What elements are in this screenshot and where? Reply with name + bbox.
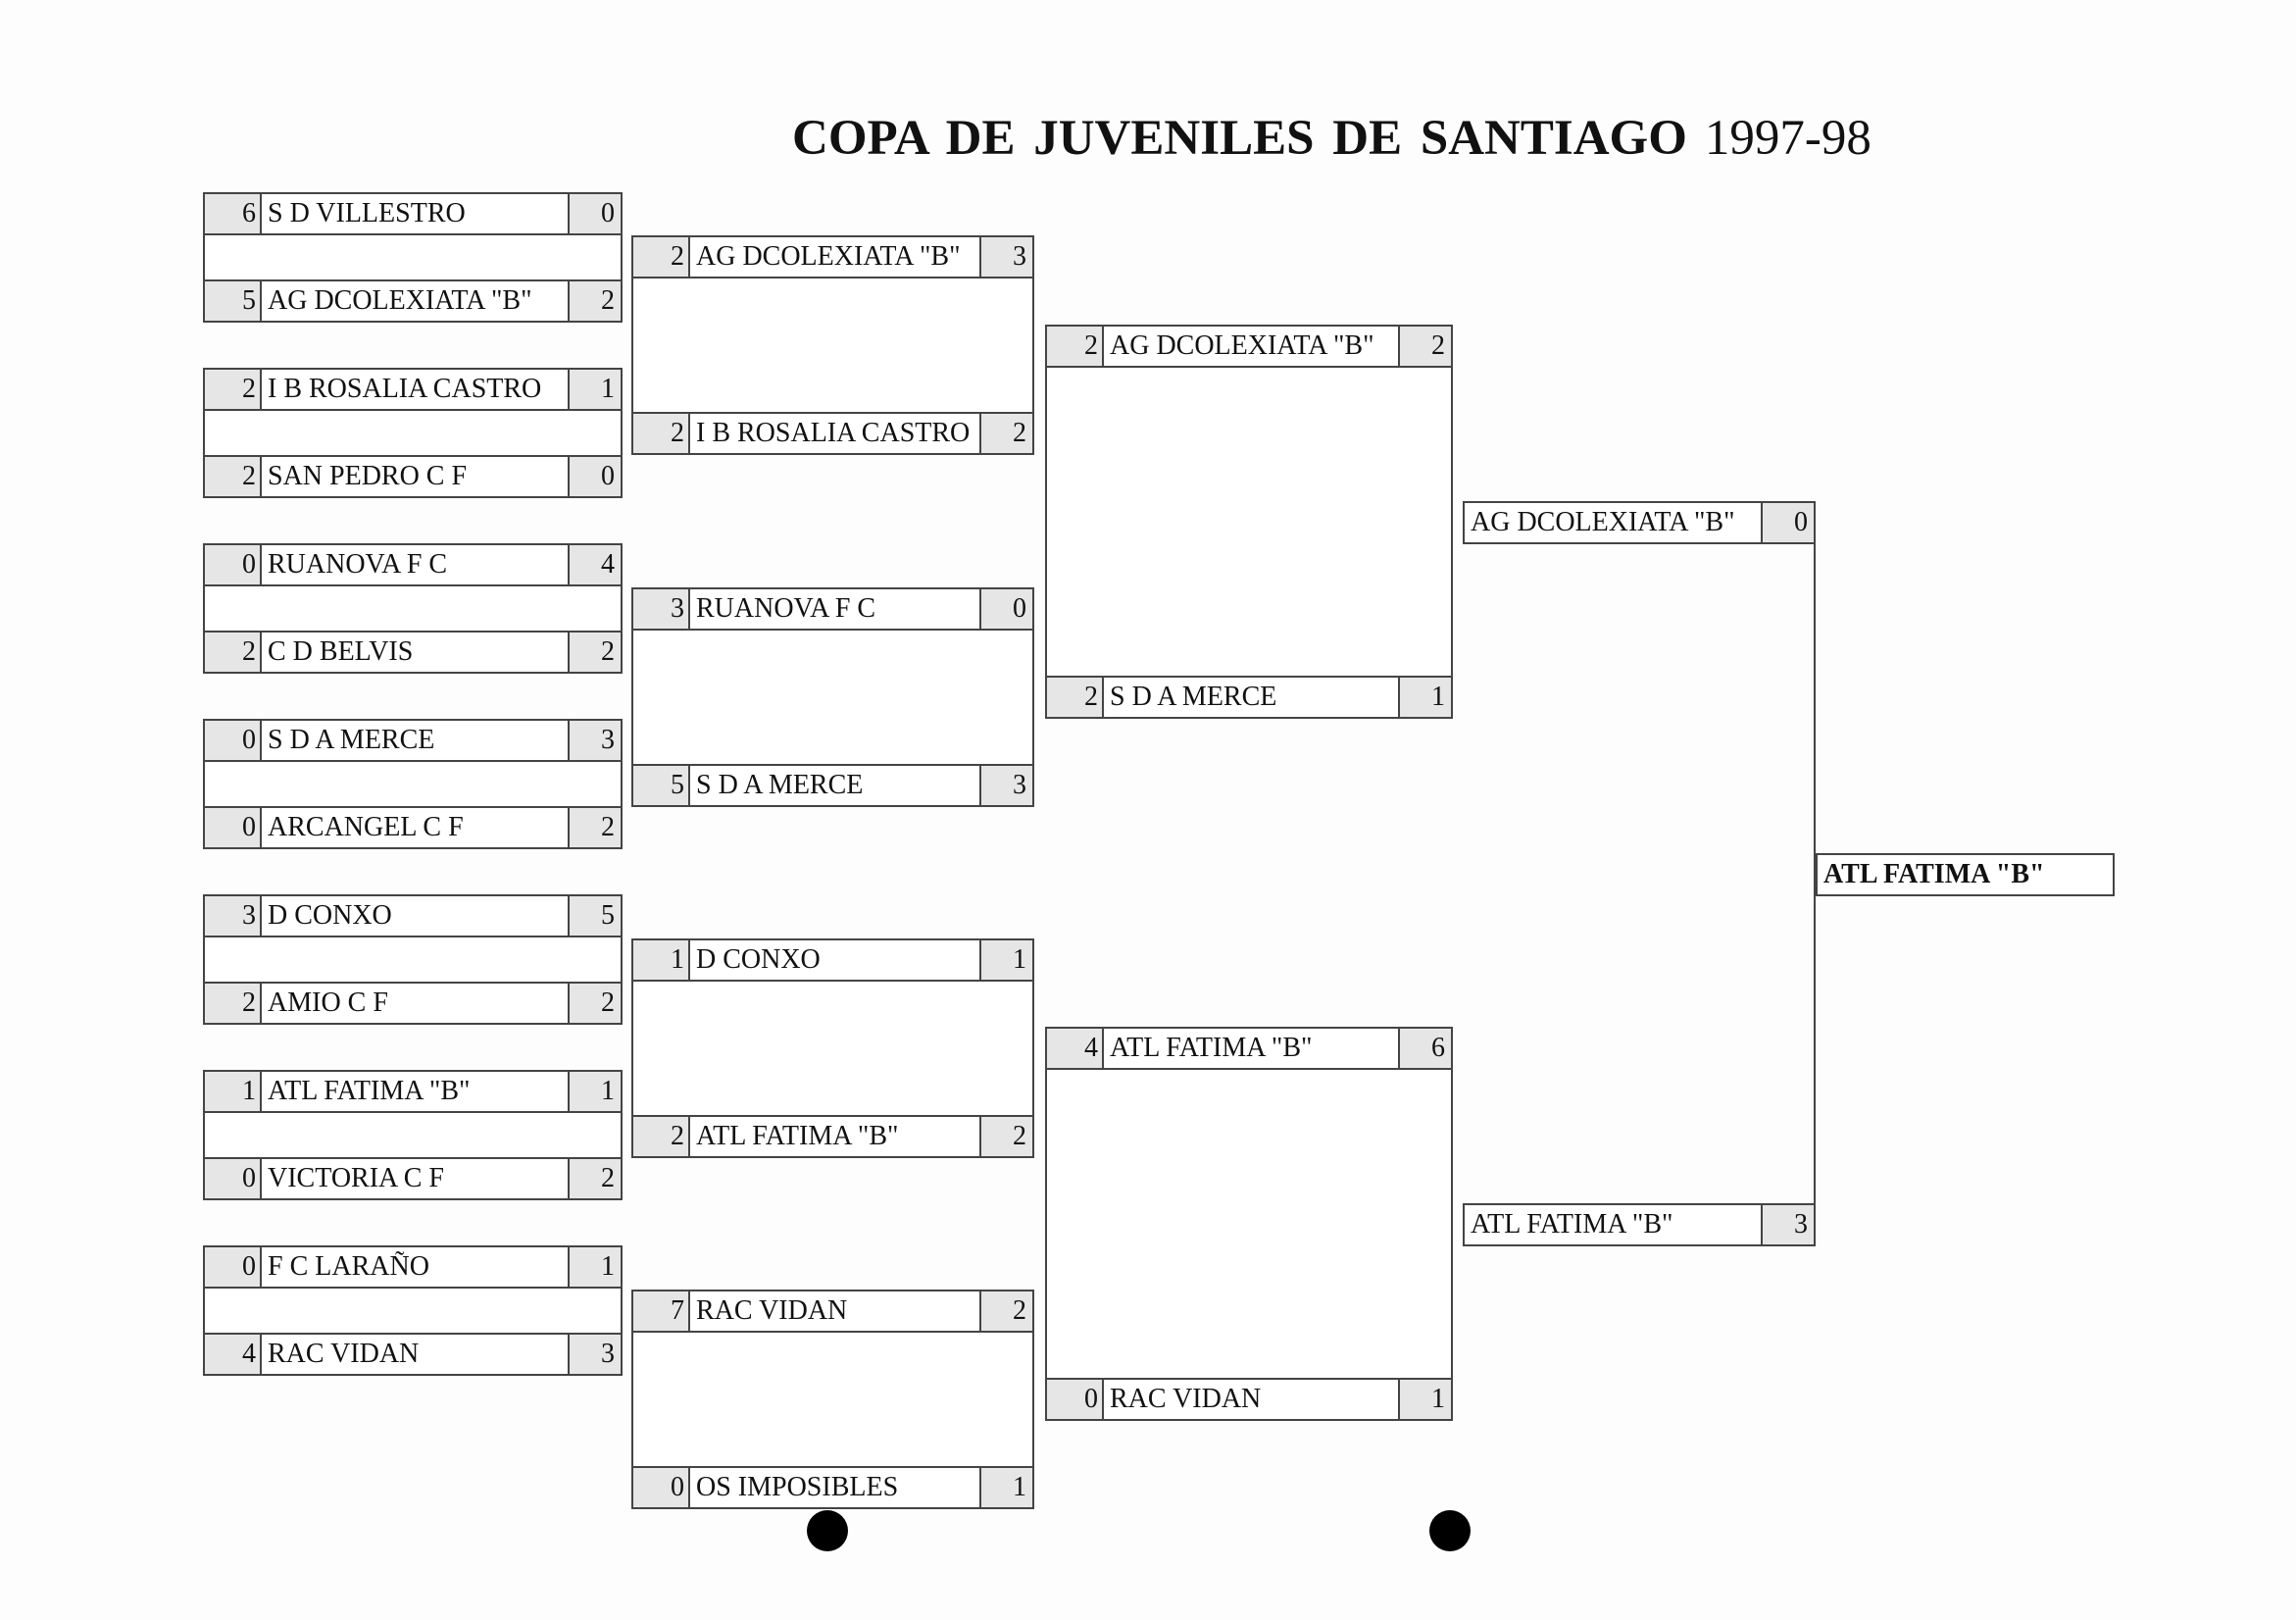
match-gap (203, 937, 623, 982)
goals-second-leg: 1 (1398, 678, 1451, 717)
team-row (203, 279, 623, 323)
team-name: C D BELVIS (268, 636, 414, 667)
team-name: ATL FATIMA "B" (696, 1121, 899, 1151)
goals: 0 (1761, 503, 1814, 542)
match-gap (203, 1289, 623, 1333)
team-row (1045, 676, 1453, 719)
goals-second-leg: 2 (568, 808, 621, 847)
goals-second-leg: 1 (568, 1072, 621, 1111)
goals-second-leg: 1 (1398, 1380, 1451, 1419)
goals-second-leg: 3 (979, 766, 1032, 805)
goals-first-leg: 7 (633, 1291, 690, 1331)
goals-first-leg: 2 (1047, 327, 1104, 366)
goals-first-leg: 0 (205, 721, 262, 760)
team-row (203, 1070, 623, 1113)
team-name: ARCANGEL C F (268, 812, 464, 842)
match-gap (203, 235, 623, 279)
team-row (1045, 1027, 1453, 1070)
team-name: RUANOVA F C (696, 593, 876, 624)
goals-first-leg: 2 (205, 984, 262, 1023)
goals-first-leg: 0 (205, 1247, 262, 1287)
team-name: S D A MERCE (1110, 682, 1277, 712)
match-gap (631, 278, 1034, 412)
team-name: D CONXO (268, 900, 392, 931)
team-row (203, 894, 623, 937)
team-row (631, 235, 1034, 278)
title-season: 1997-98 (1704, 111, 1872, 166)
match-gap (1045, 368, 1453, 676)
goals-first-leg: 2 (633, 414, 690, 453)
team-name: F C LARAÑO (268, 1251, 429, 1282)
team-row (203, 982, 623, 1025)
match-gap (203, 762, 623, 806)
goals-second-leg: 2 (979, 1117, 1032, 1156)
goals-first-leg: 4 (1047, 1029, 1104, 1068)
goals-second-leg: 0 (568, 194, 621, 233)
team-row (203, 1157, 623, 1200)
team-name: ATL FATIMA "B" (1471, 1209, 1673, 1240)
team-name: RAC VIDAN (268, 1339, 420, 1369)
team-name: RAC VIDAN (696, 1295, 848, 1326)
team-name: AG DCOLEXIATA "B" (1110, 330, 1374, 361)
goals-second-leg: 2 (1398, 327, 1451, 366)
goals-second-leg: 5 (568, 896, 621, 936)
page-title (792, 110, 1872, 167)
punch-hole (807, 1510, 848, 1551)
goals-second-leg: 4 (568, 545, 621, 584)
match-gap (1045, 1070, 1453, 1378)
match-gap (203, 586, 623, 631)
team-row (631, 938, 1034, 982)
match-gap (203, 411, 623, 455)
team-row (631, 1290, 1034, 1333)
team-name: AMIO C F (268, 987, 388, 1018)
punch-hole (1429, 1510, 1471, 1551)
champion-box (1816, 853, 2115, 896)
goals-second-leg: 2 (979, 414, 1032, 453)
goals-second-leg: 2 (568, 1159, 621, 1198)
goals-first-leg: 2 (205, 457, 262, 496)
goals-first-leg: 0 (633, 1468, 690, 1507)
team-name: AG DCOLEXIATA "B" (1471, 507, 1735, 537)
goals-first-leg: 2 (1047, 678, 1104, 717)
goals-first-leg: 5 (633, 766, 690, 805)
goals-first-leg: 0 (205, 1159, 262, 1198)
goals-first-leg: 0 (1047, 1380, 1104, 1419)
team-row (1463, 1203, 1816, 1246)
team-name: SAN PEDRO C F (268, 461, 468, 491)
team-name: AG DCOLEXIATA "B" (268, 285, 532, 316)
team-row (631, 587, 1034, 631)
goals-first-leg: 4 (205, 1335, 262, 1374)
goals-first-leg: 2 (205, 370, 262, 409)
goals-second-leg: 2 (568, 281, 621, 321)
team-row (203, 455, 623, 498)
goals: 3 (1761, 1205, 1814, 1244)
team-row (203, 1245, 623, 1289)
goals-first-leg: 0 (205, 808, 262, 847)
team-row (203, 368, 623, 411)
goals-second-leg: 1 (568, 1247, 621, 1287)
team-row (203, 719, 623, 762)
title-main: COPA DE JUVENILES DE SANTIAGO (792, 111, 1687, 166)
team-name: S D A MERCE (268, 725, 435, 755)
team-row (203, 631, 623, 674)
goals-second-leg: 2 (568, 984, 621, 1023)
team-name: I B ROSALIA CASTRO (696, 418, 971, 448)
goals-first-leg: 0 (205, 545, 262, 584)
team-row (1463, 501, 1816, 544)
goals-second-leg: 1 (568, 370, 621, 409)
team-row (203, 806, 623, 849)
match-gap (631, 631, 1034, 764)
goals-first-leg: 1 (205, 1072, 262, 1111)
goals-first-leg: 3 (633, 589, 690, 629)
team-row (1045, 325, 1453, 368)
goals-second-leg: 3 (568, 1335, 621, 1374)
goals-second-leg: 1 (979, 940, 1032, 980)
match-gap (631, 982, 1034, 1115)
team-name: D CONXO (696, 944, 821, 975)
team-row (1045, 1378, 1453, 1421)
team-row (631, 1115, 1034, 1158)
champion-name: ATL FATIMA "B" (1823, 859, 2045, 889)
goals-first-leg: 1 (633, 940, 690, 980)
goals-second-leg: 3 (568, 721, 621, 760)
goals-second-leg: 0 (568, 457, 621, 496)
team-row (631, 412, 1034, 455)
goals-second-leg: 1 (979, 1468, 1032, 1507)
match-gap (631, 1333, 1034, 1466)
team-row (631, 1466, 1034, 1509)
goals-second-leg: 3 (979, 237, 1032, 277)
goals-second-leg: 0 (979, 589, 1032, 629)
team-row (631, 764, 1034, 807)
team-row (203, 1333, 623, 1376)
team-name: AG DCOLEXIATA "B" (696, 241, 961, 272)
goals-second-leg: 2 (979, 1291, 1032, 1331)
goals-second-leg: 2 (568, 633, 621, 672)
goals-first-leg: 5 (205, 281, 262, 321)
team-name: ATL FATIMA "B" (1110, 1033, 1313, 1063)
goals-first-leg: 2 (633, 1117, 690, 1156)
team-name: RUANOVA F C (268, 549, 448, 580)
team-name: OS IMPOSIBLES (696, 1472, 899, 1502)
team-row (203, 192, 623, 235)
team-row (203, 543, 623, 586)
goals-first-leg: 3 (205, 896, 262, 936)
team-name: S D VILLESTRO (268, 198, 466, 228)
team-name: ATL FATIMA "B" (268, 1076, 471, 1106)
goals-first-leg: 2 (205, 633, 262, 672)
goals-first-leg: 2 (633, 237, 690, 277)
team-name: VICTORIA C F (268, 1163, 444, 1193)
goals-first-leg: 6 (205, 194, 262, 233)
match-gap (203, 1113, 623, 1157)
goals-second-leg: 6 (1398, 1029, 1451, 1068)
team-name: I B ROSALIA CASTRO (268, 374, 542, 404)
team-name: S D A MERCE (696, 770, 864, 800)
team-name: RAC VIDAN (1110, 1384, 1262, 1414)
